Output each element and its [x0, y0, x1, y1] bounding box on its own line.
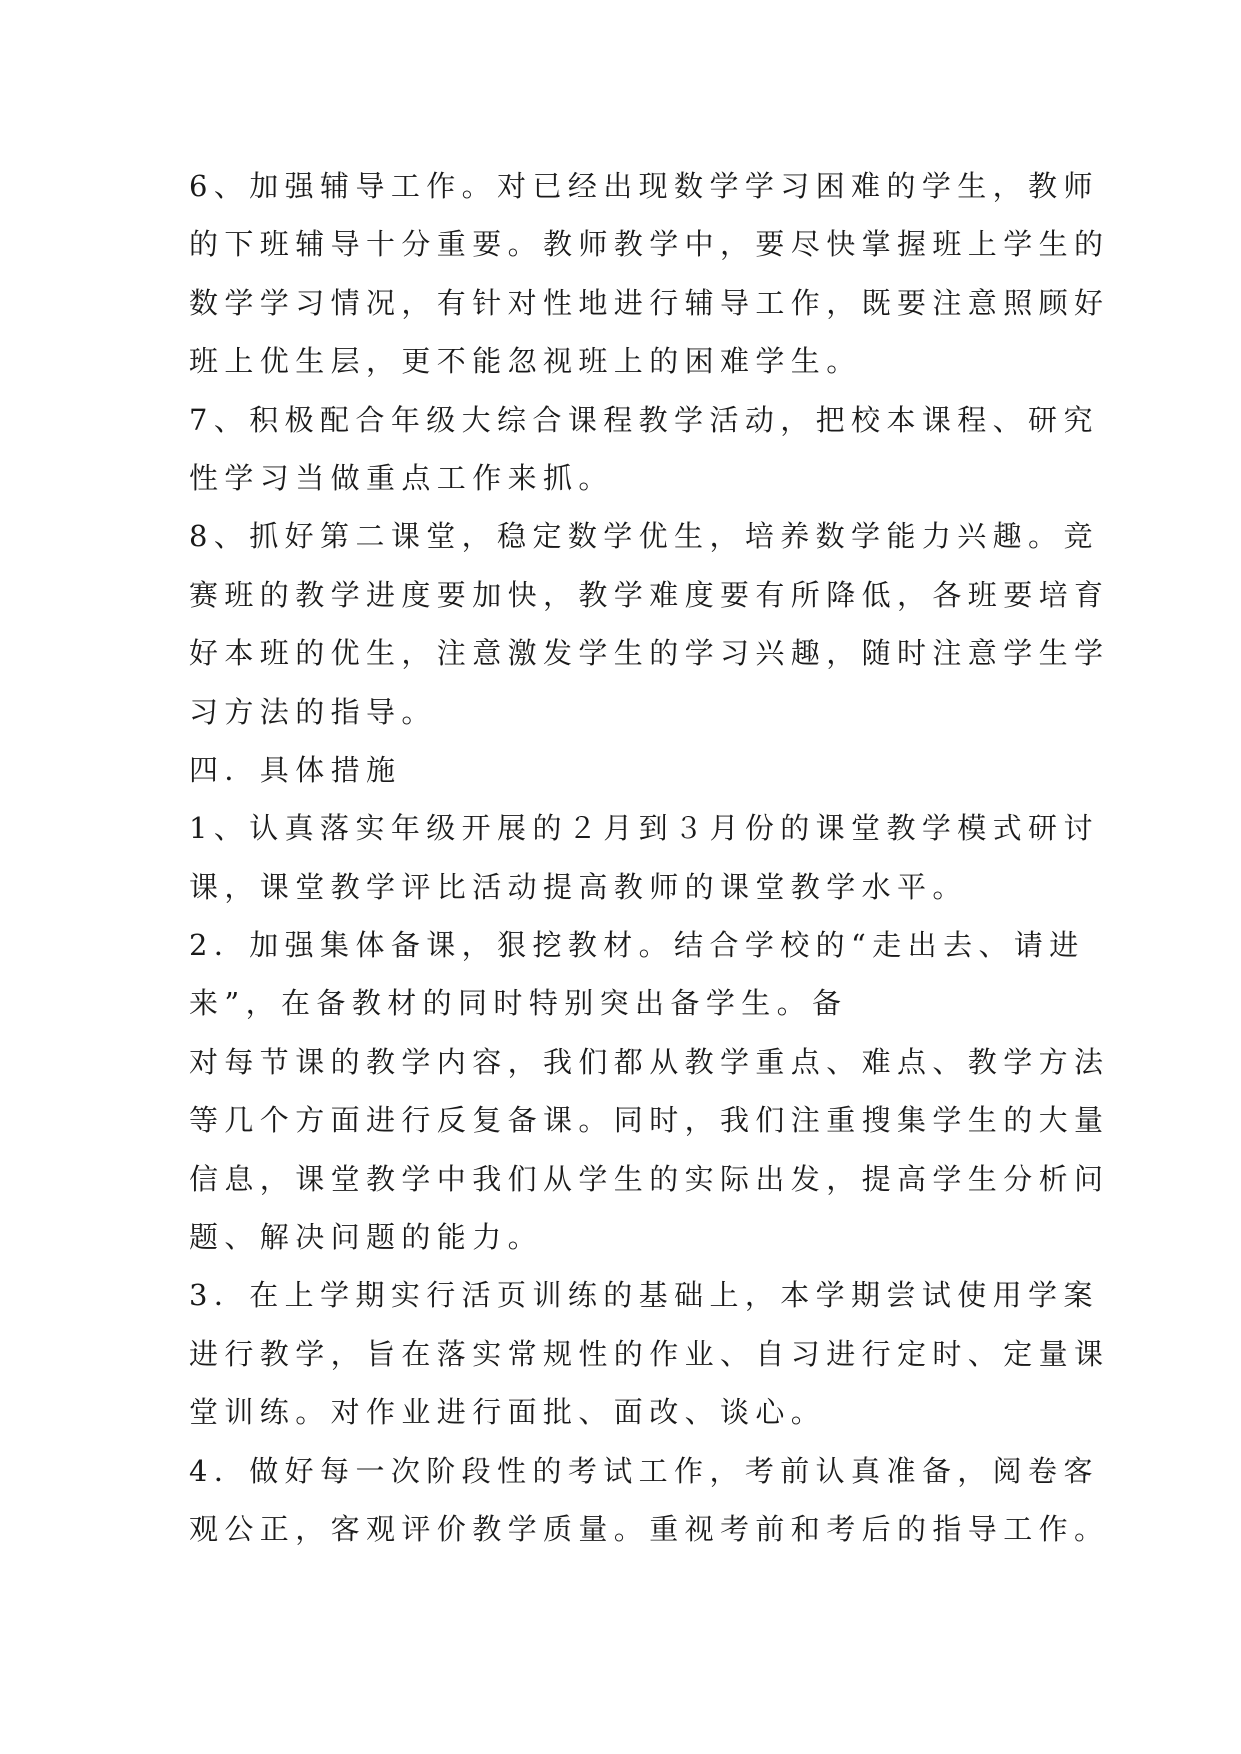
- section-heading: 四．具体措施: [189, 752, 402, 787]
- text-line: 的下班辅导十分重要。教师教学中，要尽快掌握班上学生的: [189, 227, 1110, 262]
- text-line: 4．做好每一次阶段性的考试工作，考前认真准备，阅卷客: [189, 1453, 1099, 1488]
- text-line: 2．加强集体备课，狠挖教材。结合学校的“走出去、请进: [189, 928, 1085, 963]
- text-line: 习方法的指导。: [189, 694, 437, 729]
- text-line: 7、积极配合年级大综合课程教学活动，把校本课程、研究: [189, 402, 1099, 437]
- document-body: [189, 157, 1110, 1558]
- text-line: 8、抓好第二课堂，稳定数学优生，培养数学能力兴趣。竞: [189, 519, 1099, 554]
- text-line: 课，课堂教学评比活动提高教师的课堂教学水平。: [189, 869, 968, 904]
- text-line: 赛班的教学进度要加快，教学难度要有所降低，各班要培育: [189, 577, 1110, 612]
- text-line: 等几个方面进行反复备课。同时，我们注重搜集学生的大量: [189, 1103, 1110, 1138]
- text-line: 3．在上学期实行活页训练的基础上，本学期尝试使用学案: [189, 1278, 1099, 1313]
- text-line: 题、解决问题的能力。: [189, 1220, 544, 1255]
- text-line: 对每节课的教学内容，我们都从教学重点、难点、教学方法: [189, 1044, 1110, 1079]
- text-line: 6、加强辅导工作。对已经出现数学学习困难的学生，教师: [189, 169, 1099, 203]
- text-line: 1、认真落实年级开展的２月到３月份的课堂教学模式研讨: [189, 811, 1099, 846]
- text-line: 观公正，客观评价教学质量。重视考前和考后的指导工作。: [189, 1511, 1110, 1546]
- text-line: 数学学习情况，有针对性地进行辅导工作，既要注意照顾好: [189, 285, 1110, 320]
- text-line: 班上优生层，更不能忽视班上的困难学生。: [189, 344, 862, 379]
- text-line: 来”，在备教材的同时特别突出备学生。备: [189, 986, 848, 1021]
- text-line: 性学习当做重点工作来抓。: [189, 460, 614, 495]
- text-line: 信息，课堂教学中我们从学生的实际出发，提高学生分析问: [189, 1161, 1110, 1196]
- text-line: 好本班的优生，注意激发学生的学习兴趣，随时注意学生学: [189, 636, 1110, 671]
- text-line: 进行教学，旨在落实常规性的作业、自习进行定时、定量课: [189, 1336, 1110, 1371]
- text-line: 堂训练。对作业进行面批、面改、谈心。: [189, 1395, 827, 1430]
